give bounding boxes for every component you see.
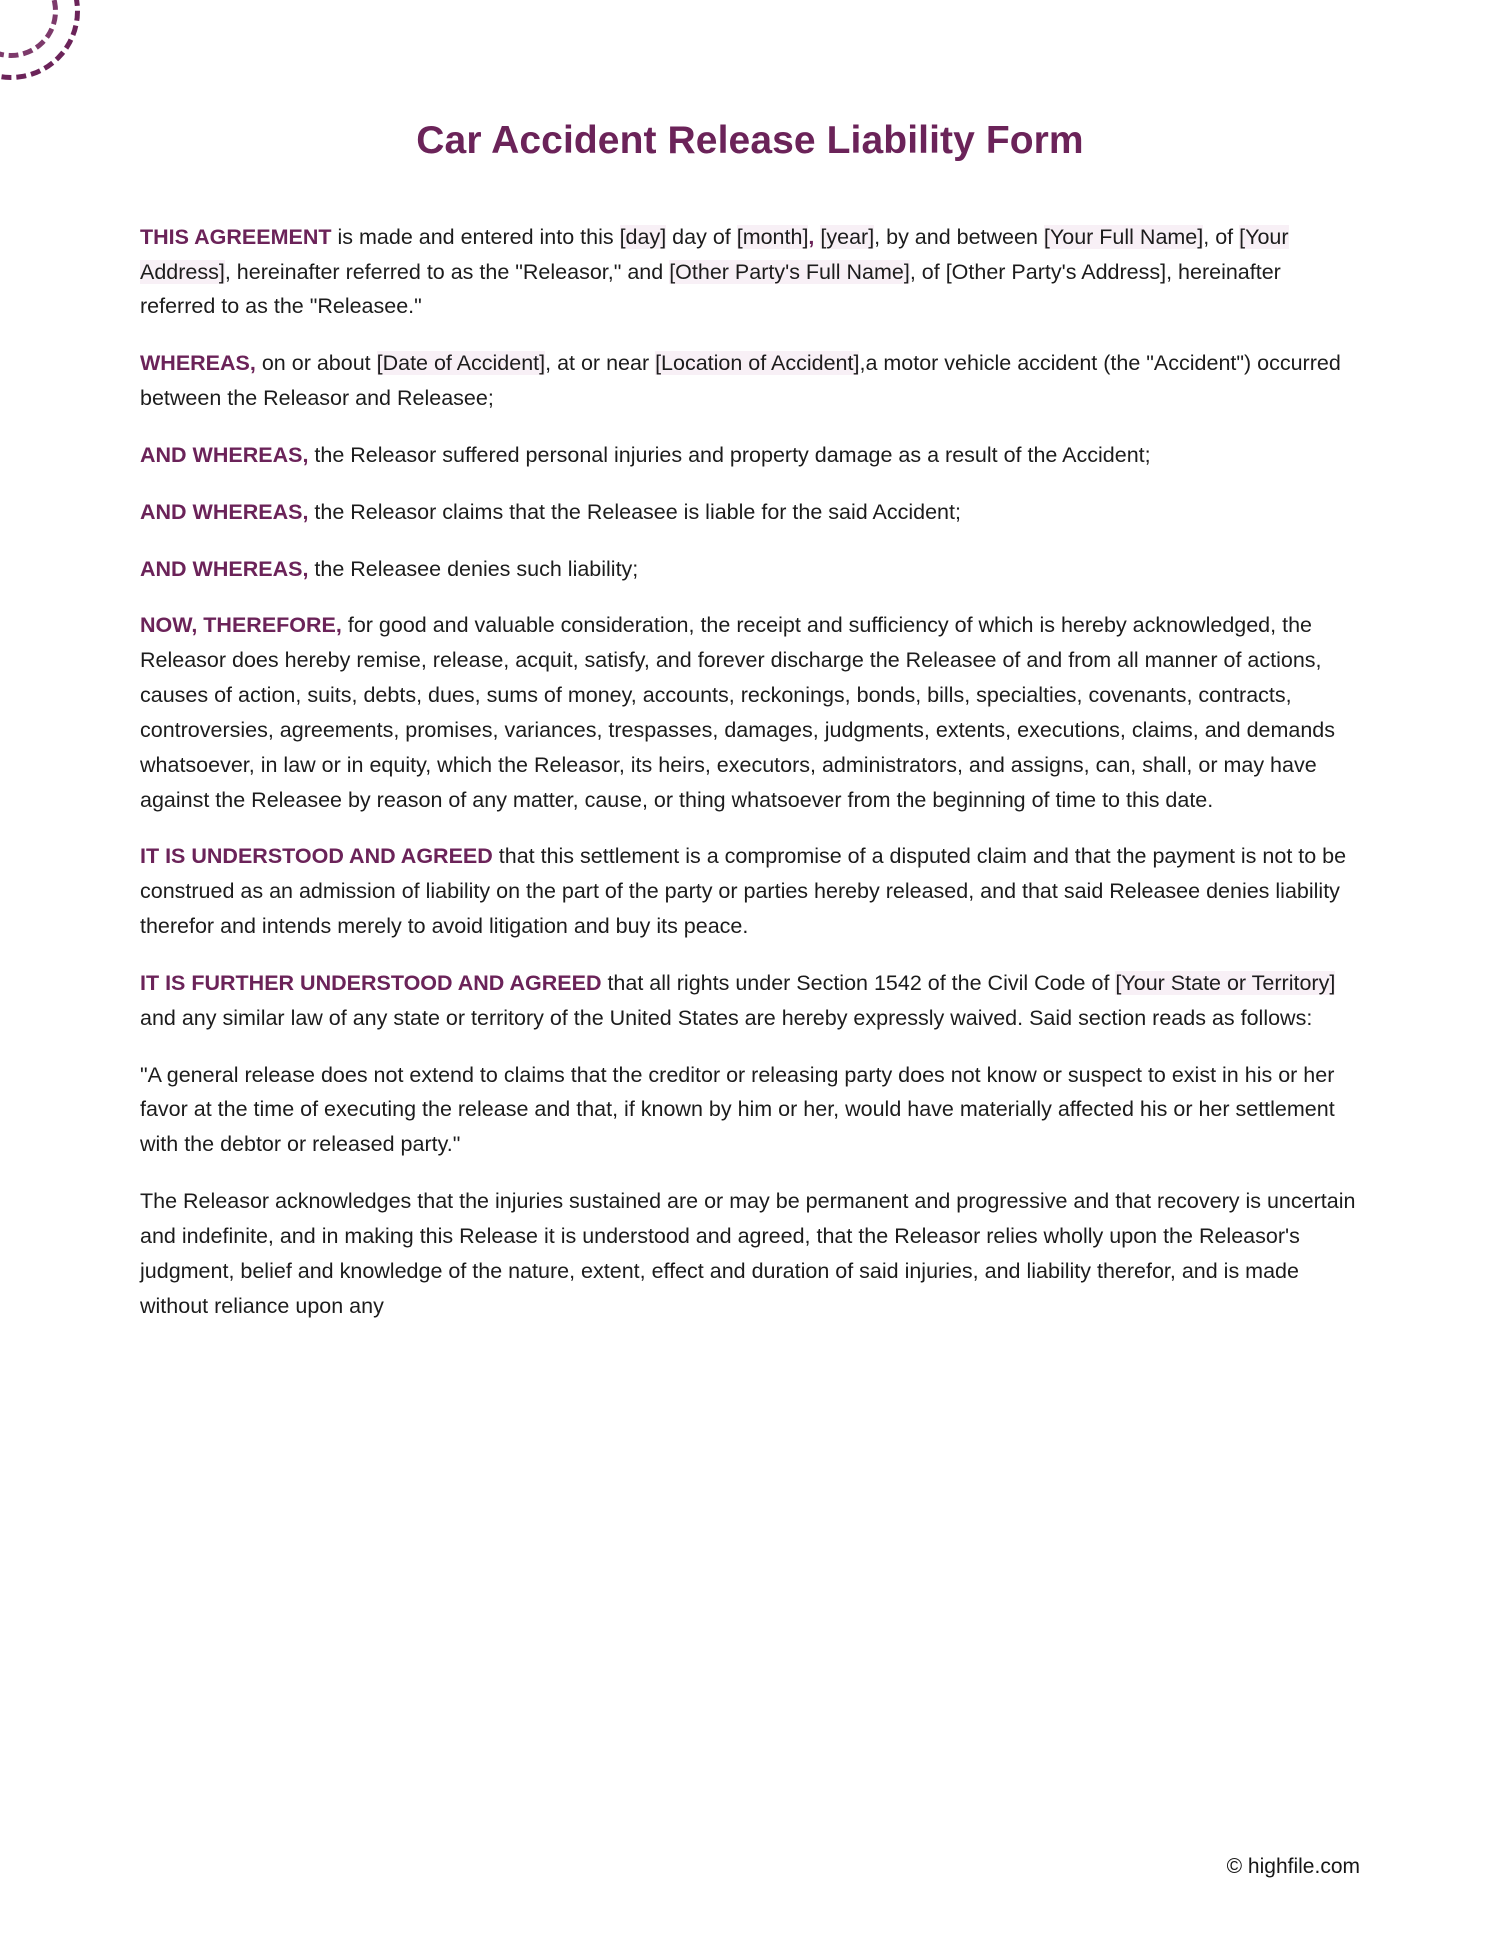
paragraph-text: , of [Other Party's Address], hereinafter referred to as the "Releasee." bbox=[140, 259, 1281, 319]
paragraph-text: on or about bbox=[255, 351, 377, 376]
paragraph-lead-in: AND WHEREAS, bbox=[140, 499, 309, 524]
paragraph-p6 bbox=[140, 608, 1360, 817]
paragraph-text: The Releasor acknowledges that the injuries sustained are or may be permanent and progressive and that recovery is uncertain and indefinite, and in making this Release it is understood and agreed, that the Releasor relies wholly upon the Releasor's judgment, belief and knowledge of the nature, extent, effect and duration of said injuries, and liability therefor, and is made without reliance upon any bbox=[140, 1189, 1356, 1318]
paragraph-lead-in: IT IS UNDERSTOOD AND AGREED bbox=[140, 844, 493, 869]
paragraph-text: the Releasor claims that the Releasee is liable for the said Accident; bbox=[308, 499, 961, 524]
page-footer bbox=[0, 1855, 1500, 1941]
paragraph-p10 bbox=[140, 1184, 1360, 1323]
paragraph-lead-in: AND WHEREAS, bbox=[140, 442, 309, 467]
placeholder-field[interactable]: [Other Party's Full Name] bbox=[669, 259, 910, 284]
placeholder-field[interactable]: [Date of Accident] bbox=[376, 351, 546, 376]
paragraph-p3 bbox=[140, 438, 1360, 473]
paragraph-lead-in: NOW, THEREFORE, bbox=[140, 613, 342, 638]
paragraph-text: "A general release does not extend to claims that the creditor or releasing party does not know or suspect to exist in his or her favor at the time of executing the release and that, if known by him or her, would have materially affected his or her settlement with the debtor or released party." bbox=[140, 1062, 1335, 1157]
paragraph-text: is made and entered into this bbox=[331, 224, 620, 249]
paragraph-text: ,a motor vehicle accident (the "Accident") occurred between the Releasor and Releasee; bbox=[140, 351, 1341, 411]
bold-punctuation: , bbox=[808, 224, 815, 249]
paragraph-p9 bbox=[140, 1058, 1360, 1162]
paragraph-p2 bbox=[140, 346, 1360, 416]
placeholder-field[interactable]: [day] bbox=[619, 224, 667, 249]
document-body bbox=[140, 220, 1360, 1324]
placeholder-field[interactable]: [Your Full Name] bbox=[1043, 224, 1204, 249]
paragraph-text: , of bbox=[1203, 224, 1240, 249]
paragraph-lead-in: IT IS FURTHER UNDERSTOOD AND AGREED bbox=[140, 970, 602, 995]
copyright-credit: © highfile.com bbox=[1226, 1855, 1360, 1878]
paragraph-text: for good and valuable consideration, the receipt and sufficiency of which is hereby acknowledged, the Releasor does hereby remise, release, acquit, satisfy, and forever discharge the Releasee of and from all manner of actions, causes of action, suits, debts, dues, sums of money, accounts, reckonings, bonds, bills, specialties, covenants, contracts, controversies, agreements, promises, variances, trespasses, damages, judgments, extents, executions, claims, and demands whatsoever, in law or in equity, which the Releasor, its heirs, executors, administrators, and assigns, can, shall, or may have against the Releasee by reason of any matter, cause, or thing whatsoever from the beginning of time to this date. bbox=[140, 613, 1336, 812]
paragraph-text: , hereinafter referred to as the "Releasor," and bbox=[224, 259, 670, 284]
paragraph-text: the Releasor suffered personal injuries and property damage as a result of the Accident; bbox=[308, 442, 1151, 467]
paragraph-text: that this settlement is a compromise of a disputed claim and that the payment is not to be construed as an admission of liability on the part of the party or parties hereby released, and that said Releasee denies liability therefor and intends merely to avoid litigation and buy its peace. bbox=[140, 844, 1347, 939]
placeholder-field[interactable]: [Location of Accident] bbox=[655, 351, 860, 376]
paragraph-p1 bbox=[140, 220, 1360, 324]
placeholder-field[interactable]: [month] bbox=[736, 224, 809, 249]
paragraph-p4 bbox=[140, 495, 1360, 530]
paragraph-text: day of bbox=[666, 224, 737, 249]
placeholder-field[interactable]: [year] bbox=[820, 224, 875, 249]
paragraph-lead-in: WHEREAS, bbox=[140, 351, 256, 376]
placeholder-field[interactable]: [Your Address] bbox=[140, 224, 1289, 284]
paragraph-text: , at or near bbox=[545, 351, 656, 376]
paragraph-lead-in: AND WHEREAS, bbox=[140, 556, 309, 581]
paragraph-p7 bbox=[140, 839, 1360, 943]
page-title: Car Accident Release Liability Form bbox=[416, 119, 1084, 162]
paragraph-text: , by and between bbox=[874, 224, 1044, 249]
placeholder-field[interactable]: [Your State or Territory] bbox=[1115, 970, 1336, 995]
paragraph-lead-in: THIS AGREEMENT bbox=[140, 224, 332, 249]
paragraph-text: and any similar law of any state or territory of the United States are hereby expressly waived. Said section reads as follows: bbox=[140, 1005, 1313, 1030]
paragraph-text: the Releasee denies such liability; bbox=[308, 556, 639, 581]
paragraph-text: that all rights under Section 1542 of the Civil Code of bbox=[601, 970, 1116, 995]
paragraph-p8 bbox=[140, 966, 1360, 1036]
paragraph-p5 bbox=[140, 552, 1360, 587]
